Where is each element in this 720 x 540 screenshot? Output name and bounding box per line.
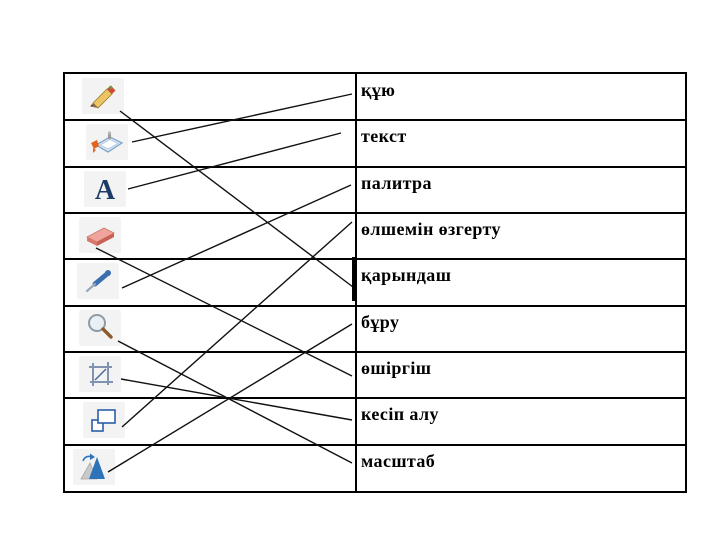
svg-text:A: A: [94, 174, 116, 205]
icon-cell: [83, 402, 125, 438]
tool-label: палитра: [361, 172, 432, 193]
row-divider: [65, 351, 685, 353]
tool-label: бұру: [361, 311, 400, 332]
icon-cell: [79, 310, 121, 346]
tool-label: құю: [361, 80, 396, 100]
tool-label: өлшемін өзгерту: [361, 219, 501, 239]
row-divider: [65, 305, 685, 307]
icon-cell: [79, 217, 121, 253]
row-divider: [65, 166, 685, 168]
magnifier-icon: [83, 311, 117, 345]
eyedropper-icon: [81, 266, 115, 296]
tool-label: өшіргіш: [361, 358, 432, 378]
resize-icon: [87, 405, 121, 435]
icon-cell: [86, 124, 128, 160]
emphasis-bar: [352, 257, 357, 301]
icon-cell: [82, 78, 124, 114]
icon-cell: [79, 356, 121, 392]
text-icon: [87, 173, 123, 205]
row-divider: [65, 119, 685, 121]
crop-icon: [82, 357, 118, 391]
fill-icon: [88, 127, 126, 157]
pencil-icon: [85, 81, 121, 111]
icon-cell: [77, 263, 119, 299]
tool-label: қарындаш: [361, 265, 452, 286]
icon-cell: [84, 171, 126, 207]
row-divider: [65, 212, 685, 214]
icon-cell: [73, 449, 115, 485]
tool-label: кесіп алу: [361, 404, 439, 425]
row-divider: [65, 258, 685, 260]
eraser-icon: [81, 221, 119, 249]
tool-label: масштаб: [361, 450, 436, 471]
tool-label: текст: [361, 126, 407, 147]
row-divider: [65, 444, 685, 446]
row-divider: [65, 397, 685, 399]
scale-icon: [76, 452, 112, 482]
